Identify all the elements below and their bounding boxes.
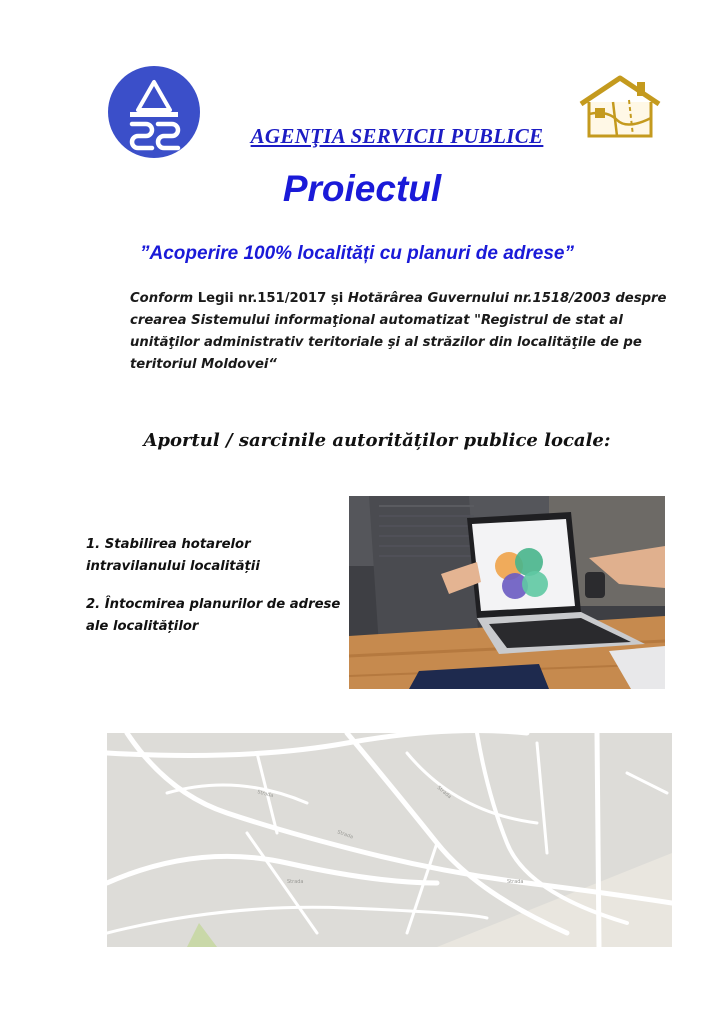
svg-text:Strada: Strada — [256, 789, 274, 800]
legal-basis-part4: crearea Sistemului informaţional automatizat "Registrul de stat al unităţilor administrativ teritoriale şi al străzilor din localităţile de pe teritoriul Moldovei“ — [130, 313, 642, 372]
svg-text:Strada: Strada — [336, 829, 354, 841]
svg-text:Strada: Strada — [435, 784, 453, 801]
page-title: Proiectul — [282, 168, 442, 209]
section-heading: Aportul / sarcinile autorităților publice locale: — [143, 430, 611, 451]
legal-basis-part2: Legii nr.151/2017 și — [193, 291, 348, 306]
legal-basis-paragraph — [130, 288, 690, 376]
legal-basis-part3: Hotărârea Guvernului nr.1518/2003 despre — [347, 291, 667, 306]
laptop-photo — [349, 496, 665, 689]
svg-text:Strada: Strada — [507, 879, 524, 885]
project-subtitle: ”Acoperire 100% localități cu planuri de adrese” — [140, 243, 574, 264]
task-item: 2. Întocmirea planurilor de adrese ale localităților — [86, 597, 341, 634]
legal-basis-part1: Conform — [130, 291, 194, 306]
agency-title: AGENŢIA SERVICII PUBLICE — [250, 124, 544, 148]
task-item: 1. Stabilirea hotarelor intravilanului localității — [86, 537, 260, 574]
svg-text:Strada: Strada — [287, 879, 304, 885]
street-map — [107, 733, 672, 947]
